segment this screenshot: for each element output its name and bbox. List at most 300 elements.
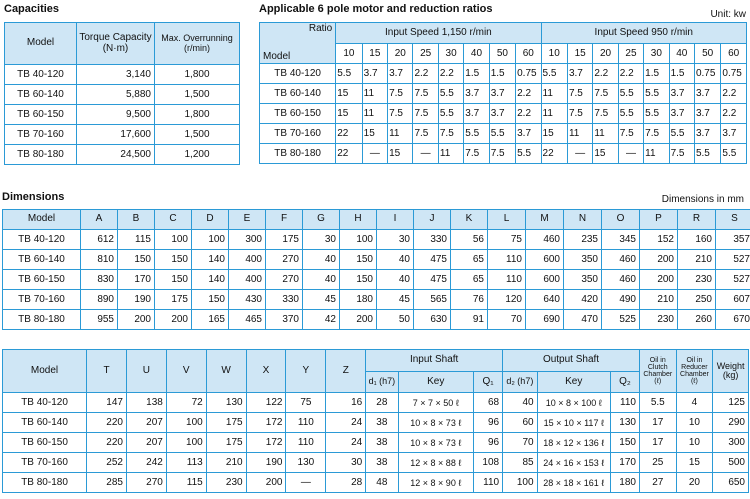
ratio-label: Ratio <box>308 23 333 34</box>
shaft-cell: 60 <box>503 413 537 433</box>
power-cell: 3.7 <box>694 124 720 144</box>
table-row <box>3 413 749 433</box>
ratio-value-header: 50 <box>489 43 515 64</box>
model-cell: TB 40-120 <box>3 230 81 250</box>
shaft-header-y: Y <box>286 350 326 393</box>
shaft-cell: 25 <box>639 453 676 473</box>
shaft-header-v: V <box>166 350 206 393</box>
table-row <box>260 104 747 124</box>
power-cell: 3.7 <box>516 124 541 144</box>
key1-header: Key <box>398 371 473 393</box>
shaft-cell: 27 <box>639 473 676 493</box>
power-cell: — <box>567 144 592 164</box>
model-cell: TB 60-150 <box>3 433 87 453</box>
dim-cell: 460 <box>526 230 564 250</box>
torque-cell: 3,140 <box>77 65 155 85</box>
dim-cell: 300 <box>229 230 266 250</box>
power-cell: 5.5 <box>644 84 669 104</box>
dim-header: M <box>526 210 564 230</box>
power-cell: 7.5 <box>567 84 592 104</box>
shaft-header-model: Model <box>3 350 87 393</box>
model-cell: TB 80-180 <box>3 473 87 493</box>
power-cell: 3.7 <box>694 84 720 104</box>
ratio-value-header: 10 <box>541 43 567 64</box>
shaft-cell: 252 <box>87 453 127 473</box>
dim-cell: 460 <box>602 270 640 290</box>
dim-cell: 330 <box>414 230 451 250</box>
dim-cell: 370 <box>266 310 303 330</box>
dim-cell: 40 <box>377 250 414 270</box>
dim-cell: 120 <box>488 290 526 310</box>
power-cell: 11 <box>388 124 413 144</box>
dim-header: E <box>229 210 266 230</box>
power-cell: 2.2 <box>516 84 541 104</box>
input-speed-1150: Input Speed 1,150 r/min <box>336 23 541 44</box>
dim-header: I <box>377 210 414 230</box>
power-cell: 0.75 <box>694 64 720 84</box>
table-row <box>3 310 750 330</box>
cap-header-model: Model <box>5 23 77 65</box>
d2-header: d₂ (h7) <box>503 371 537 393</box>
dim-cell: 210 <box>640 290 678 310</box>
shaft-cell: — <box>286 473 326 493</box>
dim-cell: 470 <box>564 310 602 330</box>
ratio-value-header: 25 <box>413 43 438 64</box>
power-cell: 3.7 <box>489 84 515 104</box>
dim-cell: 250 <box>678 290 716 310</box>
dim-cell: 600 <box>526 250 564 270</box>
shaft-cell: 110 <box>286 433 326 453</box>
dim-header: S <box>716 210 750 230</box>
dim-cell: 460 <box>602 250 640 270</box>
input-speed-950: Input Speed 950 r/min <box>541 23 746 44</box>
shaft-cell: 48 <box>366 473 398 493</box>
dim-header: N <box>564 210 602 230</box>
dim-cell: 180 <box>340 290 377 310</box>
shaft-cell: 175 <box>206 413 246 433</box>
shaft-cell: 68 <box>473 393 502 413</box>
power-cell: 2.2 <box>721 104 747 124</box>
shaft-cell: 130 <box>286 453 326 473</box>
dim-cell: 357 <box>716 230 750 250</box>
ratio-value-header: 25 <box>618 43 643 64</box>
dim-cell: 350 <box>564 270 602 290</box>
table-row <box>5 65 240 85</box>
shaft-cell: 10 × 8 × 73 ℓ <box>398 413 473 433</box>
dim-cell: 235 <box>564 230 602 250</box>
ratios-title: Applicable 6 pole motor and reduction ratios <box>259 3 493 15</box>
dim-cell: 200 <box>640 270 678 290</box>
dim-cell: 30 <box>377 230 414 250</box>
dim-header: Model <box>3 210 81 230</box>
torque-cell: 24,500 <box>77 145 155 165</box>
dim-cell: 42 <box>303 310 340 330</box>
shaft-cell: 147 <box>87 393 127 413</box>
shaft-cell: 72 <box>166 393 206 413</box>
shaft-cell: 500 <box>713 453 749 473</box>
power-cell: 5.5 <box>464 124 489 144</box>
speed-cell: 1,800 <box>155 65 240 85</box>
output-shaft-header: Output Shaft <box>503 350 640 372</box>
table-row <box>3 290 750 310</box>
dim-cell: 70 <box>488 310 526 330</box>
shaft-cell: 175 <box>206 433 246 453</box>
dim-cell: 200 <box>155 310 192 330</box>
speed-cell: 1,500 <box>155 125 240 145</box>
shaft-cell: 30 <box>326 453 366 473</box>
dim-cell: 890 <box>81 290 118 310</box>
power-cell: 5.5 <box>516 144 541 164</box>
shaft-cell: 285 <box>87 473 127 493</box>
table-row <box>3 230 750 250</box>
shaft-cell: 220 <box>87 413 127 433</box>
shaft-cell: 290 <box>713 413 749 433</box>
dim-cell: 640 <box>526 290 564 310</box>
table-row <box>3 393 749 413</box>
shaft-cell: 172 <box>246 433 286 453</box>
dim-cell: 525 <box>602 310 640 330</box>
model-cell: TB 60-140 <box>3 250 81 270</box>
dim-cell: 50 <box>377 310 414 330</box>
power-cell: 7.5 <box>413 104 438 124</box>
ratio-value-header: 60 <box>721 43 747 64</box>
model-cell: TB 40-120 <box>3 393 87 413</box>
power-cell: 7.5 <box>438 124 463 144</box>
shaft-cell: 207 <box>126 433 166 453</box>
shaft-cell: 150 <box>610 433 639 453</box>
table-row <box>3 250 750 270</box>
power-cell: 1.5 <box>669 64 694 84</box>
power-cell: 1.5 <box>489 64 515 84</box>
power-cell: 0.75 <box>721 64 747 84</box>
model-cell: TB 60-140 <box>5 85 77 105</box>
ratio-value-header: 30 <box>644 43 669 64</box>
ratio-value-header: 40 <box>464 43 489 64</box>
shaft-cell: 100 <box>166 413 206 433</box>
shaft-cell: 38 <box>366 433 398 453</box>
dim-cell: 110 <box>488 270 526 290</box>
dim-header: F <box>266 210 303 230</box>
speed-cell: 1,800 <box>155 105 240 125</box>
power-cell: 11 <box>541 104 567 124</box>
power-cell: 2.2 <box>438 64 463 84</box>
power-cell: 5.5 <box>438 104 463 124</box>
dim-cell: 150 <box>340 270 377 290</box>
dim-cell: 200 <box>640 250 678 270</box>
power-cell: 5.5 <box>336 64 362 84</box>
dim-cell: 810 <box>81 250 118 270</box>
power-cell: — <box>362 144 387 164</box>
shaft-cell: 190 <box>246 453 286 473</box>
shaft-cell: 300 <box>713 433 749 453</box>
model-cell: TB 80-180 <box>260 144 336 164</box>
shaft-cell: 108 <box>473 453 502 473</box>
table-row <box>5 85 240 105</box>
dim-cell: 110 <box>488 250 526 270</box>
dim-cell: 430 <box>229 290 266 310</box>
dim-cell: 190 <box>118 290 155 310</box>
dim-cell: 150 <box>340 250 377 270</box>
power-cell: 11 <box>362 104 387 124</box>
dim-cell: 65 <box>451 250 488 270</box>
shaft-cell: 110 <box>286 413 326 433</box>
power-cell: 7.5 <box>413 84 438 104</box>
oil-reducer-header: Oil in Reducer Chamber (ℓ) <box>676 350 713 393</box>
power-cell: 1.5 <box>464 64 489 84</box>
dim-header: C <box>155 210 192 230</box>
shaft-cell: 70 <box>503 433 537 453</box>
dim-cell: 230 <box>678 270 716 290</box>
ratio-value-header: 50 <box>694 43 720 64</box>
dimensions-title: Dimensions <box>2 191 65 203</box>
ratios-table <box>259 22 747 164</box>
shaft-cell: 15 <box>676 453 713 473</box>
shaft-header-x: X <box>246 350 286 393</box>
ratio-value-header: 20 <box>388 43 413 64</box>
dim-cell: 175 <box>155 290 192 310</box>
shaft-cell: 270 <box>126 473 166 493</box>
torque-cell: 17,600 <box>77 125 155 145</box>
shaft-cell: 18 × 12 × 136 ℓ <box>537 433 610 453</box>
power-cell: 7.5 <box>644 124 669 144</box>
model-cell: TB 60-140 <box>3 413 87 433</box>
d1-header: d₁ (h7) <box>366 371 398 393</box>
dim-cell: 150 <box>155 250 192 270</box>
dim-cell: 100 <box>192 230 229 250</box>
dimensions-table <box>2 209 750 330</box>
dim-header: D <box>192 210 229 230</box>
power-cell: 3.7 <box>464 84 489 104</box>
shaft-cell: 17 <box>639 413 676 433</box>
shaft-header-t: T <box>87 350 127 393</box>
dim-cell: 140 <box>192 250 229 270</box>
shaft-header-z: Z <box>326 350 366 393</box>
dim-cell: 165 <box>192 310 229 330</box>
model-cell: TB 70-160 <box>3 453 87 473</box>
dim-cell: 150 <box>155 270 192 290</box>
dimensions-unit: Dimensions in mm <box>661 194 744 205</box>
shaft-cell: 122 <box>246 393 286 413</box>
power-cell: 2.2 <box>516 104 541 124</box>
dim-cell: 270 <box>266 250 303 270</box>
dim-cell: 40 <box>377 270 414 290</box>
power-cell: 2.2 <box>618 64 643 84</box>
shaft-cell: 10 × 8 × 73 ℓ <box>398 433 473 453</box>
speed-cell: 1,200 <box>155 145 240 165</box>
table-row <box>3 270 750 290</box>
ratio-value-header: 60 <box>516 43 541 64</box>
power-cell: 5.5 <box>618 104 643 124</box>
shaft-cell: 96 <box>473 413 502 433</box>
shaft-cell: 130 <box>206 393 246 413</box>
dim-cell: 955 <box>81 310 118 330</box>
dim-cell: 100 <box>340 230 377 250</box>
model-cell: TB 60-150 <box>5 105 77 125</box>
ratio-value-header: 20 <box>593 43 618 64</box>
shaft-cell: 207 <box>126 413 166 433</box>
power-cell: 2.2 <box>413 64 438 84</box>
model-cell: TB 60-150 <box>3 270 81 290</box>
dim-cell: 175 <box>266 230 303 250</box>
model-cell: TB 40-120 <box>260 64 336 84</box>
power-cell: 22 <box>336 144 362 164</box>
cap-header-torque: Torque Capacity (N·m) <box>77 23 155 65</box>
model-cell: TB 70-160 <box>260 124 336 144</box>
power-cell: 15 <box>593 144 618 164</box>
dim-cell: 630 <box>414 310 451 330</box>
shaft-cell: 7 × 7 × 50 ℓ <box>398 393 473 413</box>
dim-cell: 350 <box>564 250 602 270</box>
power-cell: 5.5 <box>489 124 515 144</box>
shaft-cell: 38 <box>366 453 398 473</box>
power-cell: 3.7 <box>669 104 694 124</box>
dim-cell: 200 <box>340 310 377 330</box>
power-cell: 5.5 <box>694 144 720 164</box>
power-cell: 3.7 <box>669 84 694 104</box>
power-cell: 15 <box>388 144 413 164</box>
shaft-cell: 172 <box>246 413 286 433</box>
table-row <box>3 473 749 493</box>
shaft-cell: 170 <box>610 453 639 473</box>
dim-cell: 465 <box>229 310 266 330</box>
power-cell: 5.5 <box>618 84 643 104</box>
shafts-table <box>2 349 749 493</box>
speed-cell: 1,500 <box>155 85 240 105</box>
power-cell: 22 <box>541 144 567 164</box>
power-cell: 3.7 <box>694 104 720 124</box>
power-cell: 15 <box>541 124 567 144</box>
table-row <box>260 124 747 144</box>
model-cell: TB 80-180 <box>3 310 81 330</box>
model-cell: TB 40-120 <box>5 65 77 85</box>
power-cell: 7.5 <box>593 104 618 124</box>
shaft-cell: 17 <box>639 433 676 453</box>
dim-cell: 76 <box>451 290 488 310</box>
model-label: Model <box>263 50 291 62</box>
key2-header: Key <box>537 371 610 393</box>
shaft-cell: 28 <box>366 393 398 413</box>
dim-cell: 400 <box>229 270 266 290</box>
dim-cell: 56 <box>451 230 488 250</box>
power-cell: 15 <box>336 104 362 124</box>
shaft-cell: 230 <box>206 473 246 493</box>
dim-cell: 270 <box>266 270 303 290</box>
dim-cell: 475 <box>414 270 451 290</box>
dim-cell: 150 <box>192 290 229 310</box>
table-row <box>260 64 747 84</box>
shaft-cell: 16 <box>326 393 366 413</box>
power-cell: 7.5 <box>489 144 515 164</box>
dim-header: O <box>602 210 640 230</box>
power-cell: 1.5 <box>644 64 669 84</box>
power-cell: 15 <box>362 124 387 144</box>
power-cell: 11 <box>644 144 669 164</box>
shaft-cell: 20 <box>676 473 713 493</box>
dim-cell: 45 <box>377 290 414 310</box>
power-cell: 7.5 <box>413 124 438 144</box>
dim-header: R <box>678 210 716 230</box>
dim-header: P <box>640 210 678 230</box>
table-row <box>5 105 240 125</box>
shaft-cell: 10 × 8 × 100 ℓ <box>537 393 610 413</box>
shaft-cell: 5.5 <box>639 393 676 413</box>
capacities-table <box>4 22 240 165</box>
dim-cell: 150 <box>118 250 155 270</box>
model-cell: TB 70-160 <box>5 125 77 145</box>
dim-cell: 420 <box>564 290 602 310</box>
dim-cell: 490 <box>602 290 640 310</box>
dim-cell: 830 <box>81 270 118 290</box>
dim-header: B <box>118 210 155 230</box>
dim-cell: 65 <box>451 270 488 290</box>
shaft-cell: 24 × 16 × 153 ℓ <box>537 453 610 473</box>
shaft-cell: 138 <box>126 393 166 413</box>
dim-cell: 690 <box>526 310 564 330</box>
shaft-cell: 100 <box>166 433 206 453</box>
shaft-cell: 242 <box>126 453 166 473</box>
dim-cell: 170 <box>118 270 155 290</box>
dim-cell: 30 <box>303 230 340 250</box>
shaft-cell: 15 × 10 × 117 ℓ <box>537 413 610 433</box>
power-cell: — <box>618 144 643 164</box>
power-cell: 22 <box>336 124 362 144</box>
power-cell: 3.7 <box>489 104 515 124</box>
power-cell: 3.7 <box>721 124 747 144</box>
shaft-cell: 130 <box>610 413 639 433</box>
power-cell: 5.5 <box>721 144 747 164</box>
shaft-cell: 12 × 8 × 90 ℓ <box>398 473 473 493</box>
power-cell: 3.7 <box>464 104 489 124</box>
shaft-cell: 180 <box>610 473 639 493</box>
power-cell: 3.7 <box>388 64 413 84</box>
shaft-cell: 113 <box>166 453 206 473</box>
dim-cell: 140 <box>192 270 229 290</box>
dim-header: L <box>488 210 526 230</box>
capacities-title: Capacities <box>4 3 60 15</box>
dim-cell: 100 <box>155 230 192 250</box>
shaft-cell: 650 <box>713 473 749 493</box>
shaft-cell: 200 <box>246 473 286 493</box>
cap-header-overrunning: Max. Overrunning (r/min) <box>155 23 240 65</box>
dim-header: G <box>303 210 340 230</box>
dim-header: A <box>81 210 118 230</box>
ratios-unit: Unit: kw <box>710 9 746 20</box>
power-cell: 5.5 <box>644 104 669 124</box>
torque-cell: 9,500 <box>77 105 155 125</box>
power-cell: 7.5 <box>669 144 694 164</box>
power-cell: 11 <box>593 124 618 144</box>
shaft-cell: 28 × 18 × 161 ℓ <box>537 473 610 493</box>
power-cell: 5.5 <box>541 64 567 84</box>
ratio-value-header: 10 <box>336 43 362 64</box>
dim-cell: 152 <box>640 230 678 250</box>
dim-header: J <box>414 210 451 230</box>
power-cell: 2.2 <box>593 64 618 84</box>
dim-cell: 400 <box>229 250 266 270</box>
shaft-cell: 85 <box>503 453 537 473</box>
ratio-value-header: 15 <box>567 43 592 64</box>
shaft-cell: 220 <box>87 433 127 453</box>
dim-cell: 260 <box>678 310 716 330</box>
table-row <box>3 433 749 453</box>
power-cell: 3.7 <box>567 64 592 84</box>
dim-cell: 527 <box>716 250 750 270</box>
dim-cell: 230 <box>640 310 678 330</box>
power-cell: 15 <box>336 84 362 104</box>
ratio-value-header: 30 <box>438 43 463 64</box>
shaft-cell: 4 <box>676 393 713 413</box>
shaft-cell: 75 <box>286 393 326 413</box>
